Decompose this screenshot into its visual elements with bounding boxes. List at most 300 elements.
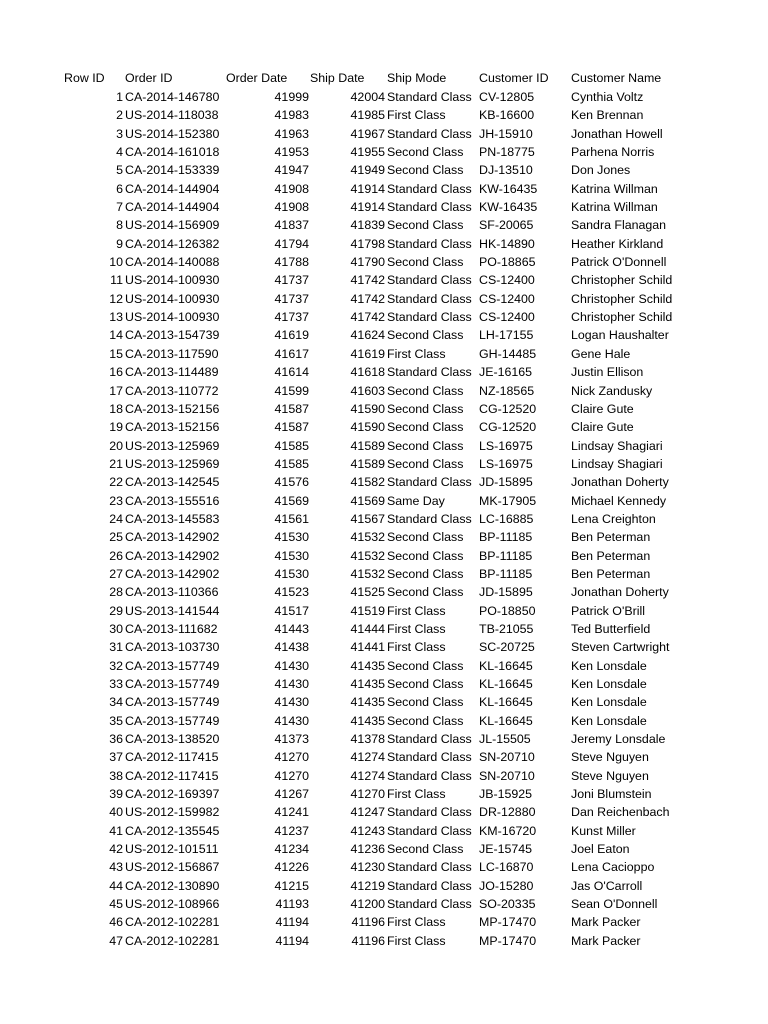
customer-name-cell: Ben Peterman: [571, 566, 651, 581]
customer-name-cell: Lindsay Shagiari: [571, 456, 663, 471]
ship-date-cell: 41589: [350, 438, 385, 453]
ship-mode-cell: Standard Class: [387, 732, 472, 747]
customer-name-cell: Claire Gute: [571, 401, 634, 416]
ship-mode-cell: Second Class: [387, 530, 464, 545]
ship-mode-cell: Standard Class: [387, 823, 472, 838]
customer-name-cell: Joni Blumstein: [571, 787, 652, 802]
table-row: [0, 748, 768, 766]
customer-name-cell: Ken Brennan: [571, 108, 644, 123]
ship-date-cell: 41742: [350, 291, 385, 306]
order-date-cell: 41999: [274, 90, 309, 104]
customer-id-cell: JE-15745: [479, 842, 533, 857]
order-date-cell: 41430: [274, 677, 309, 691]
order-id-cell: CA-2013-138520: [125, 732, 220, 747]
ship-date-cell: 41955: [350, 145, 385, 160]
customer-name-cell: Joel Eaton: [571, 842, 630, 857]
order-id-cell: CA-2013-103730: [125, 640, 220, 655]
row-id-cell: 9: [116, 236, 123, 251]
spreadsheet-table: [0, 68, 768, 950]
customer-name-cell: Ken Lonsdale: [571, 695, 647, 710]
table-row: [0, 822, 768, 840]
customer-name-cell: Dan Reichenbach: [571, 805, 670, 820]
ship-mode-cell: Second Class: [387, 401, 464, 416]
order-date-cell: 41963: [274, 126, 309, 141]
customer-name-cell: Ken Lonsdale: [571, 677, 647, 691]
customer-name-cell: Don Jones: [571, 163, 631, 178]
customer-id-cell: KW-16435: [479, 200, 538, 215]
order-id-cell: CA-2014-144904: [125, 200, 220, 215]
customer-id-cell: CG-12520: [479, 401, 537, 416]
customer-id-cell: CS-12400: [479, 291, 535, 306]
ship-date-cell: 41589: [350, 456, 385, 471]
row-id-cell: 39: [109, 787, 123, 802]
ship-mode-cell: Second Class: [387, 842, 464, 857]
table-row: [0, 583, 768, 601]
customer-id-cell: TB-21055: [479, 621, 534, 636]
customer-id-cell: JD-15895: [479, 585, 533, 600]
order-id-cell: CA-2013-110366: [125, 585, 219, 600]
customer-id-cell: JO-15280: [479, 878, 534, 893]
order-date-cell: 41983: [274, 108, 309, 123]
order-id-cell: CA-2013-142902: [125, 530, 220, 545]
order-date-cell: 41585: [274, 456, 309, 471]
table-row: [0, 528, 768, 546]
table-row: [0, 492, 768, 510]
table-row: [0, 675, 768, 693]
ship-date-cell: 41532: [350, 548, 385, 563]
order-date-cell: 41523: [274, 585, 309, 600]
customer-name-cell: Patrick O'Donnell: [571, 255, 667, 270]
customer-name-cell: Jonathan Howell: [571, 126, 663, 141]
table-row: [0, 840, 768, 858]
customer-name-cell: Patrick O'Brill: [571, 603, 645, 618]
ship-date-cell: 41243: [350, 823, 385, 838]
row-id-cell: 30: [109, 621, 123, 636]
ship-mode-cell: Standard Class: [387, 273, 472, 288]
order-date-cell: 41617: [274, 346, 309, 361]
customer-name-cell: Ben Peterman: [571, 548, 651, 563]
table-row: [0, 382, 768, 400]
ship-mode-cell: Standard Class: [387, 181, 472, 196]
customer-id-cell: JD-15895: [479, 475, 533, 490]
header-ship-date: Ship Date: [310, 71, 365, 85]
customer-name-cell: Claire Gute: [571, 420, 634, 435]
ship-date-cell: 41985: [350, 108, 385, 123]
order-date-cell: 41599: [274, 383, 309, 398]
ship-mode-cell: Second Class: [387, 163, 464, 178]
order-id-cell: US-2014-156909: [125, 218, 220, 233]
table-row: [0, 895, 768, 913]
table-row: [0, 161, 768, 179]
ship-mode-cell: Standard Class: [387, 200, 472, 215]
order-id-cell: US-2012-108966: [125, 897, 220, 912]
ship-date-cell: 41798: [350, 236, 385, 251]
table-row: [0, 400, 768, 418]
row-id-cell: 41: [109, 823, 123, 838]
table-row: [0, 271, 768, 289]
ship-date-cell: 41790: [350, 255, 385, 270]
customer-id-cell: KL-16645: [479, 713, 533, 728]
ship-date-cell: 41582: [350, 475, 385, 490]
ship-mode-cell: Standard Class: [387, 805, 472, 820]
ship-date-cell: 41236: [350, 842, 385, 857]
row-id-cell: 18: [109, 401, 123, 416]
ship-date-cell: 41378: [350, 732, 385, 747]
customer-name-cell: Katrina Willman: [571, 181, 658, 196]
customer-name-cell: Heather Kirkland: [571, 236, 664, 251]
row-id-cell: 7: [116, 200, 123, 215]
ship-date-cell: 41618: [350, 365, 385, 380]
row-id-cell: 19: [109, 420, 123, 435]
ship-date-cell: 41532: [350, 530, 385, 545]
order-date-cell: 41619: [274, 328, 309, 343]
customer-name-cell: Nick Zandusky: [571, 383, 653, 398]
customer-id-cell: CG-12520: [479, 420, 537, 435]
table-row: [0, 877, 768, 895]
ship-date-cell: 41742: [350, 310, 385, 325]
row-id-cell: 45: [109, 897, 123, 912]
customer-id-cell: DR-12880: [479, 805, 536, 820]
customer-name-cell: Mark Packer: [571, 915, 641, 930]
customer-id-cell: MK-17905: [479, 493, 537, 508]
ship-date-cell: 41590: [350, 420, 385, 435]
order-id-cell: US-2014-118038: [125, 108, 219, 123]
table-row: [0, 785, 768, 803]
customer-id-cell: LC-16870: [479, 860, 534, 875]
order-id-cell: US-2012-159982: [125, 805, 220, 820]
order-date-cell: 41443: [274, 621, 309, 636]
ship-mode-cell: Standard Class: [387, 860, 472, 875]
order-date-cell: 41517: [274, 603, 309, 618]
header-order-date: Order Date: [226, 71, 288, 85]
order-date-cell: 41576: [274, 475, 309, 490]
table-row: [0, 143, 768, 161]
ship-mode-cell: Standard Class: [387, 365, 472, 380]
ship-mode-cell: Standard Class: [387, 878, 472, 893]
table-row: [0, 803, 768, 821]
customer-name-cell: Michael Kennedy: [571, 493, 667, 508]
order-id-cell: CA-2014-146780: [125, 90, 220, 104]
order-id-cell: US-2014-100930: [125, 310, 220, 325]
row-id-cell: 26: [109, 548, 123, 563]
order-id-cell: CA-2014-153339: [125, 163, 220, 178]
order-id-cell: US-2013-141544: [125, 603, 220, 618]
order-id-cell: CA-2013-142545: [125, 475, 220, 490]
customer-name-cell: Lindsay Shagiari: [571, 438, 663, 453]
order-date-cell: 41237: [274, 823, 309, 838]
customer-id-cell: PO-18850: [479, 603, 536, 618]
order-id-cell: US-2014-152380: [125, 126, 220, 141]
ship-mode-cell: First Class: [387, 603, 446, 618]
row-id-cell: 13: [109, 310, 123, 325]
order-id-cell: CA-2013-157749: [125, 695, 220, 710]
order-date-cell: 41614: [274, 365, 309, 380]
row-id-cell: 31: [109, 640, 123, 655]
ship-mode-cell: First Class: [387, 933, 446, 948]
ship-date-cell: 41435: [350, 658, 385, 673]
ship-date-cell: 41525: [350, 585, 385, 600]
table-row: [0, 730, 768, 748]
customer-id-cell: MP-17470: [479, 915, 537, 930]
table-body: [0, 88, 768, 950]
ship-date-cell: 41274: [350, 750, 385, 765]
row-id-cell: 27: [109, 566, 123, 581]
order-id-cell: US-2014-100930: [125, 291, 220, 306]
order-id-cell: US-2013-125969: [125, 456, 220, 471]
ship-date-cell: 41435: [350, 677, 385, 691]
ship-mode-cell: Standard Class: [387, 897, 472, 912]
row-id-cell: 20: [109, 438, 123, 453]
ship-mode-cell: Second Class: [387, 218, 464, 233]
table-row: [0, 602, 768, 620]
order-id-cell: CA-2013-110772: [125, 383, 219, 398]
order-date-cell: 41226: [274, 860, 309, 875]
table-row: [0, 363, 768, 381]
order-id-cell: CA-2013-157749: [125, 677, 220, 691]
row-id-cell: 6: [116, 181, 123, 196]
row-id-cell: 4: [116, 145, 123, 160]
ship-mode-cell: Second Class: [387, 713, 464, 728]
row-id-cell: 10: [109, 255, 123, 270]
customer-name-cell: Christopher Schild: [571, 273, 673, 288]
ship-mode-cell: Second Class: [387, 585, 464, 600]
ship-date-cell: 41435: [350, 713, 385, 728]
order-id-cell: CA-2013-155516: [125, 493, 220, 508]
customer-id-cell: JL-15505: [479, 732, 531, 747]
ship-mode-cell: Standard Class: [387, 475, 472, 490]
ship-date-cell: 41839: [350, 218, 385, 233]
table-row: [0, 216, 768, 234]
table-row: [0, 253, 768, 271]
order-id-cell: CA-2013-145583: [125, 511, 220, 526]
ship-mode-cell: Same Day: [387, 493, 445, 508]
order-date-cell: 41569: [274, 493, 309, 508]
order-date-cell: 41270: [274, 750, 309, 765]
customer-id-cell: BP-11185: [479, 530, 533, 545]
row-id-cell: 28: [109, 585, 123, 600]
ship-mode-cell: Second Class: [387, 383, 464, 398]
ship-date-cell: 41567: [350, 511, 385, 526]
order-date-cell: 41267: [274, 787, 309, 802]
customer-name-cell: Lena Cacioppo: [571, 860, 655, 875]
table-row: [0, 198, 768, 216]
ship-date-cell: 42004: [350, 90, 385, 104]
table-row: [0, 326, 768, 344]
ship-date-cell: 41619: [350, 346, 385, 361]
row-id-cell: 8: [116, 218, 123, 233]
order-date-cell: 41908: [274, 200, 309, 215]
table-row: [0, 510, 768, 528]
table-row: [0, 913, 768, 931]
ship-date-cell: 41441: [350, 640, 385, 655]
table-row: [0, 308, 768, 326]
ship-mode-cell: Second Class: [387, 658, 464, 673]
ship-mode-cell: Second Class: [387, 548, 464, 563]
ship-date-cell: 41532: [350, 566, 385, 581]
order-id-cell: CA-2012-102281: [125, 915, 220, 930]
customer-name-cell: Gene Hale: [571, 346, 631, 361]
customer-name-cell: Christopher Schild: [571, 310, 673, 325]
ship-date-cell: 41967: [350, 126, 385, 141]
customer-id-cell: JB-15925: [479, 787, 533, 802]
row-id-cell: 44: [109, 878, 123, 893]
customer-name-cell: Steven Cartwright: [571, 640, 670, 655]
ship-date-cell: 41200: [350, 897, 385, 912]
order-date-cell: 41215: [274, 878, 309, 893]
customer-name-cell: Christopher Schild: [571, 291, 673, 306]
ship-mode-cell: Standard Class: [387, 310, 472, 325]
row-id-cell: 34: [109, 695, 123, 710]
order-id-cell: CA-2013-157749: [125, 713, 220, 728]
order-date-cell: 41194: [275, 933, 309, 948]
header-row-id: Row ID: [64, 71, 105, 85]
table-row: [0, 455, 768, 473]
customer-id-cell: LS-16975: [479, 438, 533, 453]
table-row: [0, 473, 768, 491]
order-date-cell: 41373: [274, 732, 309, 747]
order-date-cell: 41530: [274, 548, 309, 563]
table-row: [0, 693, 768, 711]
header-customer-name: Customer Name: [571, 71, 662, 85]
order-date-cell: 41837: [274, 218, 309, 233]
ship-mode-cell: First Class: [387, 108, 446, 123]
order-date-cell: 41794: [274, 236, 309, 251]
ship-date-cell: 41590: [350, 401, 385, 416]
row-id-cell: 3: [116, 126, 123, 141]
ship-date-cell: 41196: [351, 933, 385, 948]
order-id-cell: CA-2013-142902: [125, 566, 220, 581]
order-id-cell: US-2014-100930: [125, 273, 220, 288]
row-id-cell: 16: [109, 365, 123, 380]
customer-name-cell: Ted Butterfield: [571, 621, 651, 636]
row-id-cell: 5: [116, 163, 123, 178]
order-date-cell: 41430: [274, 695, 309, 710]
customer-id-cell: BP-11185: [479, 566, 533, 581]
customer-name-cell: Ken Lonsdale: [571, 713, 647, 728]
ship-mode-cell: Standard Class: [387, 236, 472, 251]
customer-name-cell: Katrina Willman: [571, 200, 658, 215]
row-id-cell: 22: [109, 475, 123, 490]
ship-date-cell: 41914: [350, 181, 385, 196]
order-date-cell: 41438: [274, 640, 309, 655]
table-row: [0, 106, 768, 124]
order-id-cell: CA-2014-161018: [125, 145, 220, 160]
ship-mode-cell: Second Class: [387, 328, 464, 343]
customer-id-cell: CS-12400: [479, 310, 535, 325]
customer-id-cell: SC-20725: [479, 640, 535, 655]
customer-name-cell: Cynthia Voltz: [571, 90, 644, 104]
order-date-cell: 41194: [275, 915, 309, 930]
customer-name-cell: Jeremy Lonsdale: [571, 732, 666, 747]
ship-mode-cell: First Class: [387, 640, 446, 655]
order-id-cell: CA-2013-117590: [125, 346, 219, 361]
row-id-cell: 38: [109, 768, 123, 783]
row-id-cell: 32: [109, 658, 123, 673]
order-date-cell: 41530: [274, 566, 309, 581]
customer-id-cell: JE-16165: [479, 365, 533, 380]
ship-date-cell: 41219: [350, 878, 385, 893]
order-date-cell: 41737: [274, 291, 309, 306]
ship-date-cell: 41519: [350, 603, 385, 618]
row-id-cell: 24: [109, 511, 123, 526]
customer-id-cell: BP-11185: [479, 548, 533, 563]
customer-name-cell: Kunst Miller: [571, 823, 636, 838]
table-row: [0, 345, 768, 363]
customer-name-cell: Parhena Norris: [571, 145, 655, 160]
row-id-cell: 35: [109, 713, 123, 728]
ship-mode-cell: Standard Class: [387, 511, 472, 526]
customer-name-cell: Sean O'Donnell: [571, 897, 658, 912]
customer-name-cell: Steve Nguyen: [571, 768, 649, 783]
row-id-cell: 23: [109, 493, 123, 508]
order-id-cell: CA-2014-140088: [125, 255, 220, 270]
table-row: [0, 180, 768, 198]
order-id-cell: CA-2012-130890: [125, 878, 220, 893]
order-date-cell: 41953: [274, 145, 309, 160]
customer-id-cell: SO-20335: [479, 897, 536, 912]
ship-mode-cell: Second Class: [387, 566, 464, 581]
ship-mode-cell: Second Class: [387, 695, 464, 710]
row-id-cell: 37: [109, 750, 123, 765]
table-row: [0, 657, 768, 675]
customer-id-cell: LC-16885: [479, 511, 534, 526]
ship-mode-cell: Standard Class: [387, 768, 472, 783]
order-date-cell: 41430: [274, 658, 309, 673]
customer-name-cell: Justin Ellison: [571, 365, 644, 380]
row-id-cell: 12: [109, 291, 123, 306]
order-date-cell: 41788: [274, 255, 309, 270]
ship-mode-cell: Second Class: [387, 420, 464, 435]
customer-name-cell: Ken Lonsdale: [571, 658, 647, 673]
ship-date-cell: 41444: [350, 621, 385, 636]
row-id-cell: 14: [109, 328, 123, 343]
order-date-cell: 41737: [274, 310, 309, 325]
order-id-cell: CA-2013-111682: [125, 621, 218, 636]
header-ship-mode: Ship Mode: [387, 71, 447, 85]
customer-id-cell: CV-12805: [479, 90, 535, 104]
order-date-cell: 41587: [274, 420, 309, 435]
order-id-cell: US-2012-101511: [125, 842, 219, 857]
customer-name-cell: Logan Haushalter: [571, 328, 669, 343]
order-id-cell: US-2012-156867: [125, 860, 220, 875]
order-date-cell: 41947: [274, 163, 309, 178]
order-date-cell: 41737: [274, 273, 309, 288]
customer-name-cell: Mark Packer: [571, 933, 641, 948]
ship-date-cell: 41247: [350, 805, 385, 820]
row-id-cell: 21: [109, 456, 123, 471]
customer-id-cell: LH-17155: [479, 328, 534, 343]
customer-id-cell: DJ-13510: [479, 163, 533, 178]
ship-date-cell: 41569: [350, 493, 385, 508]
order-date-cell: 41585: [274, 438, 309, 453]
row-id-cell: 2: [116, 108, 123, 123]
customer-id-cell: LS-16975: [479, 456, 533, 471]
table-row: [0, 712, 768, 730]
order-id-cell: CA-2013-154739: [125, 328, 220, 343]
row-id-cell: 17: [109, 383, 123, 398]
customer-name-cell: Steve Nguyen: [571, 750, 649, 765]
header-customer-id: Customer ID: [479, 71, 549, 85]
table-row: [0, 437, 768, 455]
customer-name-cell: Jonathan Doherty: [571, 585, 669, 600]
order-id-cell: CA-2012-117415: [125, 768, 219, 783]
table-row: [0, 565, 768, 583]
order-id-cell: CA-2012-102281: [125, 933, 220, 948]
customer-id-cell: JH-15910: [479, 126, 533, 141]
ship-date-cell: 41603: [350, 383, 385, 398]
ship-date-cell: 41196: [351, 915, 385, 930]
row-id-cell: 43: [109, 860, 123, 875]
